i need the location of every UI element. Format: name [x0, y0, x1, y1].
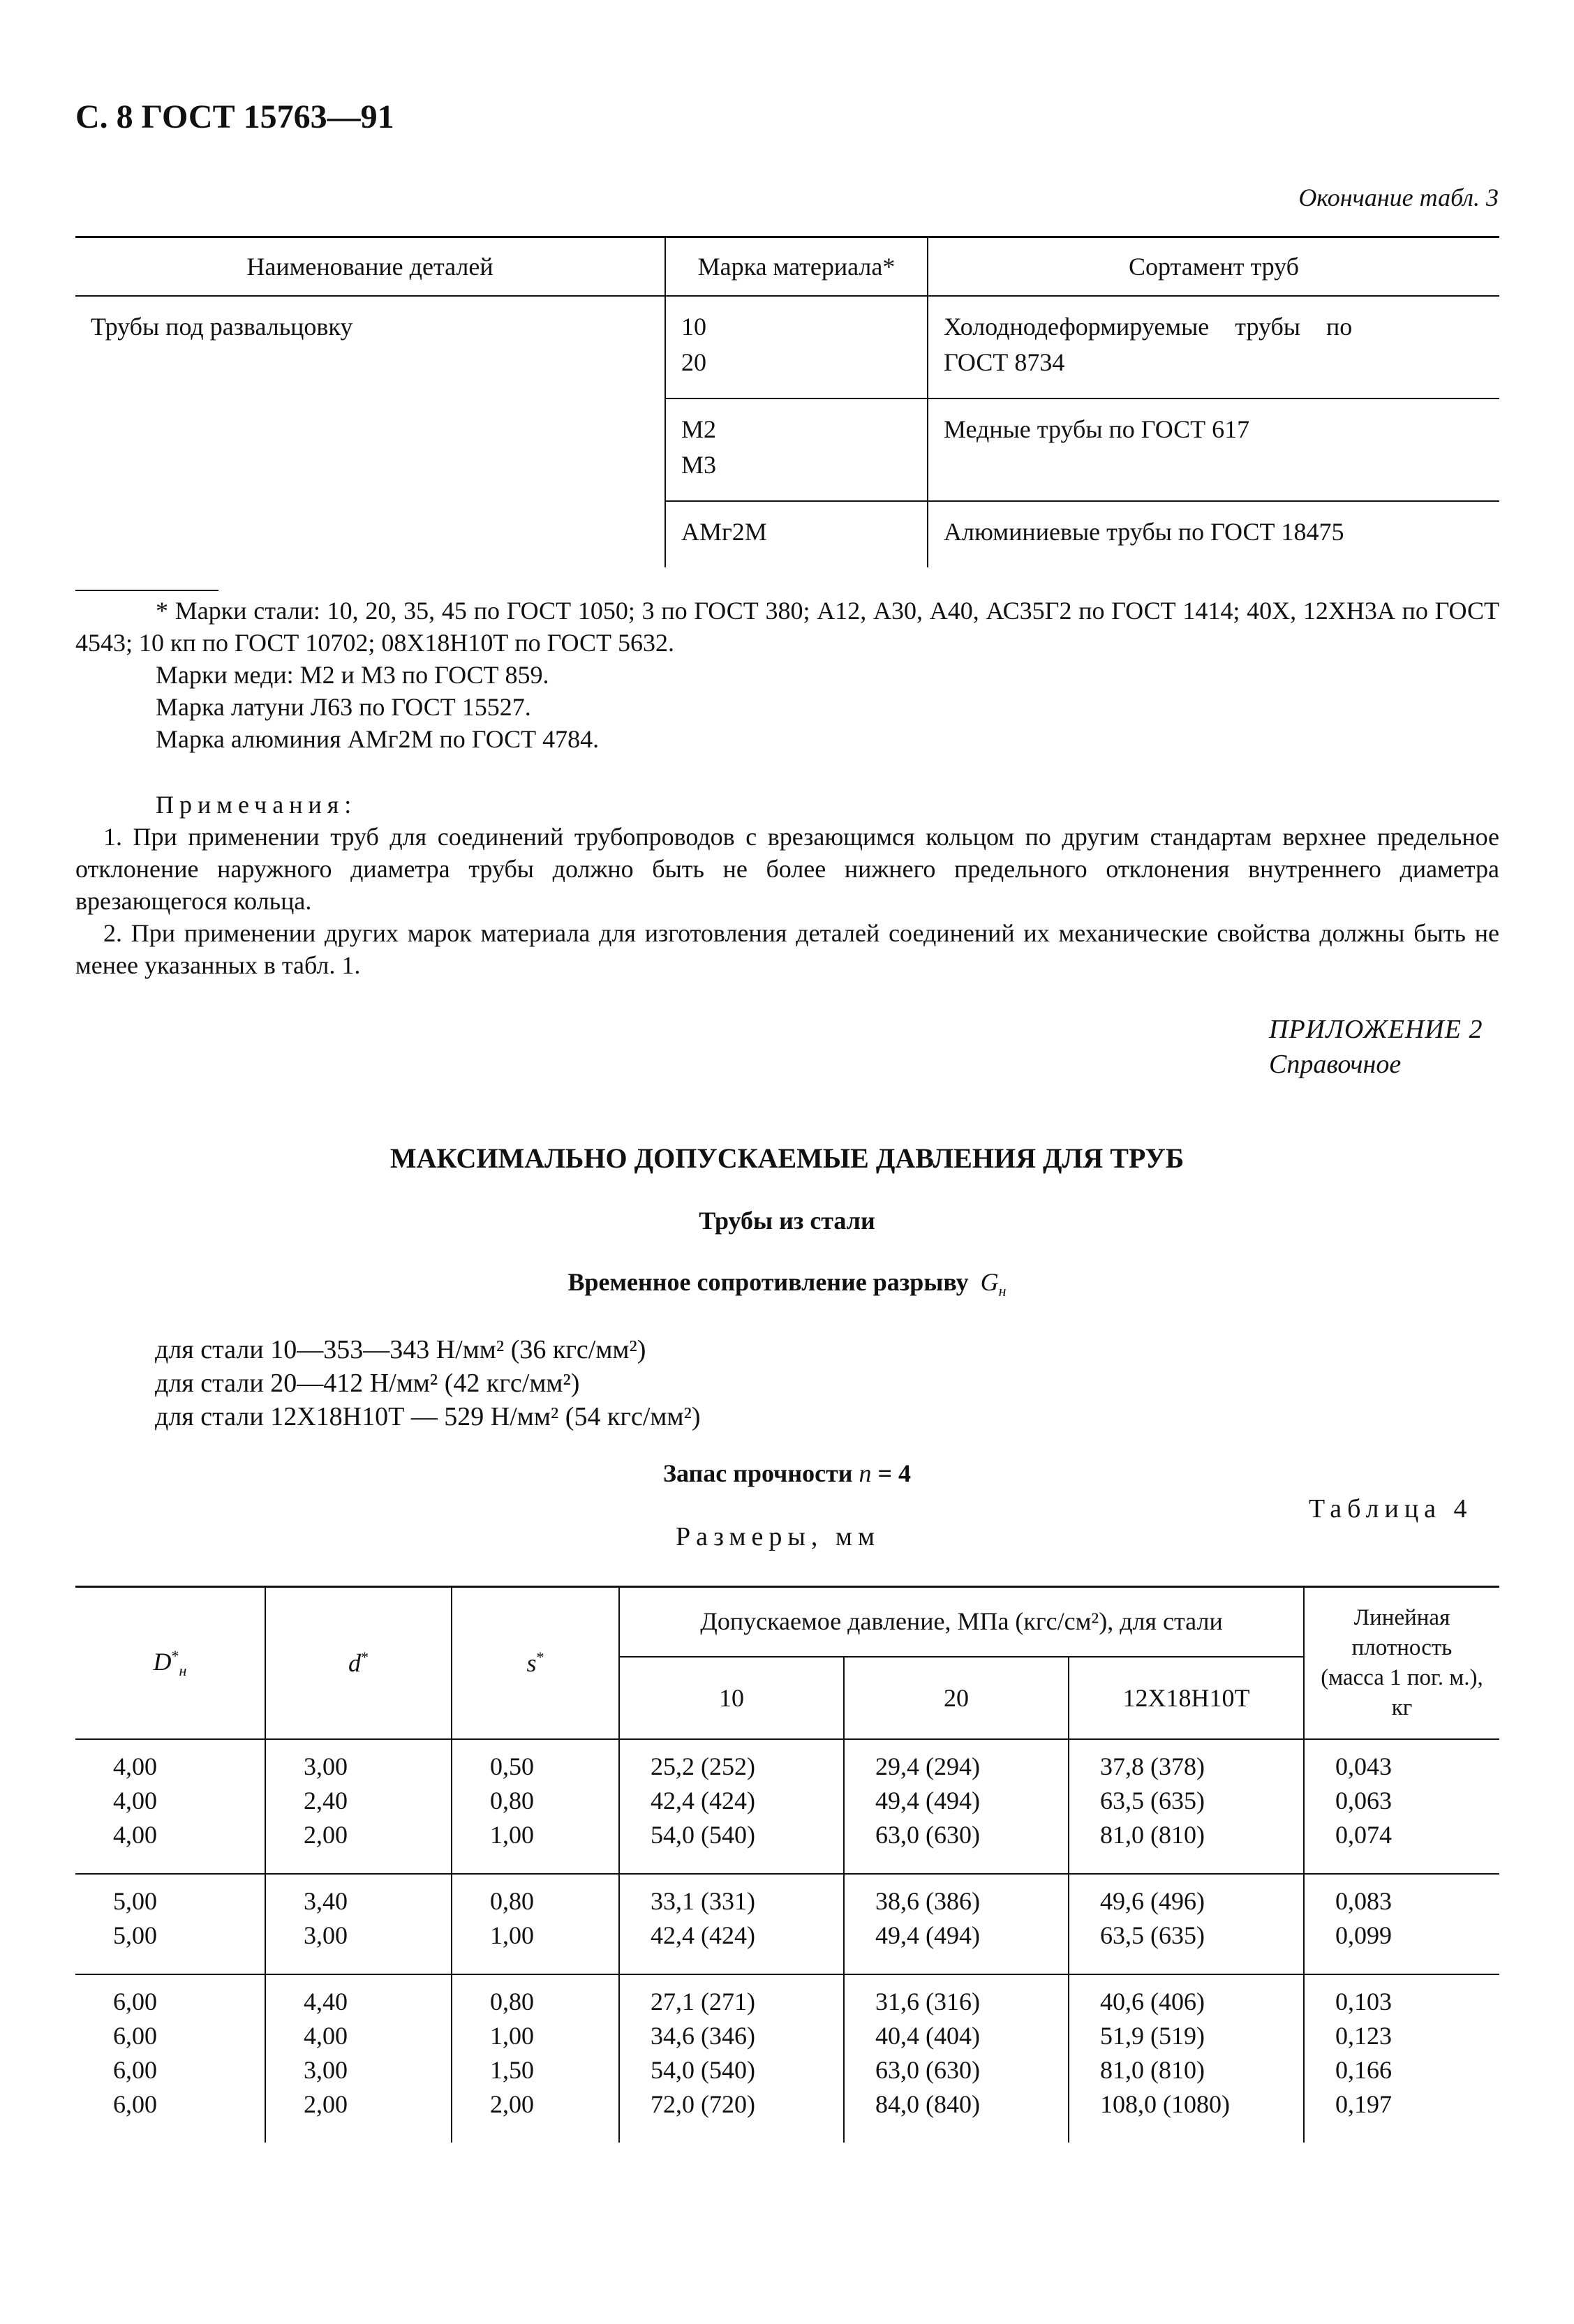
- value: 3,00: [304, 1921, 348, 1949]
- value: 0,50: [490, 1752, 534, 1780]
- table4-group: [75, 1874, 1499, 1974]
- p20-cell: [844, 1974, 1069, 2143]
- value: 0,074: [1335, 1821, 1392, 1849]
- material-value: М2: [681, 415, 717, 444]
- p12-cell: [1069, 1874, 1304, 1974]
- value: 81,0 (810): [1100, 2056, 1205, 2084]
- value: 6,00: [113, 1988, 157, 2016]
- page-header: С. 8 ГОСТ 15763—91: [75, 98, 394, 135]
- value: 0,123: [1335, 2022, 1392, 2050]
- value: 63,5 (635): [1100, 1921, 1205, 1949]
- value: 6,00: [113, 2056, 157, 2084]
- value: 37,8 (378): [1100, 1752, 1205, 1780]
- footnote-line: Марки меди: М2 и М3 по ГОСТ 859.: [156, 661, 549, 689]
- assortment-value: Медные трубы по ГОСТ 617: [944, 415, 1250, 444]
- value: 54,0 (540): [651, 1821, 755, 1849]
- value: 84,0 (840): [875, 2090, 980, 2118]
- p10-cell: [619, 1874, 844, 1974]
- value: 63,0 (630): [875, 2056, 980, 2084]
- assortment-value: Холоднодеформируемые трубы по: [944, 313, 1353, 341]
- table4-group: [75, 1974, 1499, 2143]
- value: 0,063: [1335, 1787, 1392, 1815]
- value: 0,80: [490, 1887, 534, 1915]
- footnote-mark: *: [361, 1648, 369, 1666]
- safety-factor-value: = 4: [877, 1459, 912, 1487]
- value: 42,4 (424): [651, 1921, 755, 1949]
- value: 3,40: [304, 1887, 348, 1915]
- col-s-letter: s: [526, 1648, 537, 1677]
- strength-symbol: [980, 1268, 1007, 1300]
- d-cell: [265, 1974, 452, 2143]
- section-title: МАКСИМАЛЬНО ДОПУСКАЕМЫЕ ДАВЛЕНИЯ ДЛЯ ТРУБ: [389, 1142, 1185, 1174]
- value: 31,6 (316): [875, 1988, 980, 2016]
- footnote-mark: *: [536, 1648, 544, 1666]
- material-value: 10: [681, 313, 706, 341]
- col-d-letter: d: [348, 1648, 361, 1677]
- s-cell: [452, 1739, 619, 1874]
- density-cell: [1304, 1739, 1499, 1874]
- appendix-block: [1269, 1012, 1483, 1082]
- value: 4,40: [304, 1988, 348, 2016]
- table3-assortment-cell: [928, 296, 1499, 398]
- value: 5,00: [113, 1921, 157, 1949]
- table-row: [75, 1739, 1499, 1874]
- s-cell: [452, 1974, 619, 2143]
- value: 63,5 (635): [1100, 1787, 1205, 1815]
- value: 42,4 (424): [651, 1787, 755, 1815]
- value: 1,00: [490, 1921, 534, 1949]
- col-density: Линейная плотность (масса 1 пог. м.), кг: [1304, 1587, 1499, 1740]
- note-item: 2. При применении других марок материала для изготовления деталей соединений их механические свойства должны быть не менее указанных в табл. 1.: [75, 919, 1499, 979]
- strength-heading-text: Временное сопротивление разрыву: [567, 1268, 969, 1296]
- value: 5,00: [113, 1887, 157, 1915]
- table4-group: [75, 1739, 1499, 1874]
- footnote-line: * Марки стали: 10, 20, 35, 45 по ГОСТ 1050; 3 по ГОСТ 380; А12, А30, А40, АС35Г2 по ГОСТ 1414; 40Х, 12ХН3А по ГОСТ 4543; 10 кп по ГОСТ 10702; 08Х18Н10Т по ГОСТ 5632.: [75, 597, 1499, 657]
- col-steel-12x18: 12Х18Н10Т: [1069, 1657, 1304, 1739]
- strength-values: [155, 1333, 701, 1433]
- value: 29,4 (294): [875, 1752, 980, 1780]
- strength-symbol-letter: G: [980, 1268, 999, 1296]
- value: 4,00: [113, 1752, 157, 1780]
- value: 0,80: [490, 1787, 534, 1815]
- dn-cell: [75, 1974, 265, 2143]
- table3-part-name: Трубы под развальцовку: [91, 313, 353, 341]
- value: 27,1 (271): [651, 1988, 755, 2016]
- footnote-mark: *: [171, 1646, 179, 1664]
- table3-material-cell: [665, 296, 928, 398]
- material-value: АМг2М: [681, 517, 767, 546]
- assortment-value: ГОСТ 8734: [944, 348, 1065, 376]
- value: 1,00: [490, 1821, 534, 1849]
- notes: [75, 789, 1499, 981]
- strength-line: для стали 10—353—343 Н/мм² (36 кгс/мм²): [155, 1335, 646, 1364]
- value: 0,197: [1335, 2090, 1392, 2118]
- d-cell: [265, 1739, 452, 1874]
- material-value: М3: [681, 450, 717, 479]
- table-row: [75, 1974, 1499, 2143]
- p12-cell: [1069, 1974, 1304, 2143]
- value: 1,50: [490, 2056, 534, 2084]
- table4-units: Размеры, мм: [676, 1522, 881, 1551]
- table3: [75, 236, 1499, 567]
- table3-header-material: Марка материала*: [665, 237, 928, 297]
- value: 34,6 (346): [651, 2022, 755, 2050]
- col-dn-sub: н: [179, 1661, 187, 1679]
- value: 0,166: [1335, 2056, 1392, 2084]
- value: 0,083: [1335, 1887, 1392, 1915]
- strength-line: для стали 20—412 Н/мм² (42 кгс/мм²): [155, 1369, 580, 1398]
- value: 49,4 (494): [875, 1787, 980, 1815]
- dn-cell: [75, 1739, 265, 1874]
- value: 4,00: [113, 1821, 157, 1849]
- value: 63,0 (630): [875, 1821, 980, 1849]
- table3-material-cell: [665, 501, 928, 567]
- value: 2,00: [490, 2090, 534, 2118]
- density-cell: [1304, 1874, 1499, 1974]
- p20-cell: [844, 1739, 1069, 1874]
- value: 0,043: [1335, 1752, 1392, 1780]
- d-cell: [265, 1874, 452, 1974]
- value: 25,2 (252): [651, 1752, 755, 1780]
- table4-label: Таблица 4: [1309, 1494, 1473, 1524]
- footnote: [75, 595, 1499, 755]
- p10-cell: [619, 1739, 844, 1874]
- col-steel-20: 20: [844, 1657, 1069, 1739]
- strength-symbol-sub: н: [998, 1282, 1007, 1300]
- value: 6,00: [113, 2090, 157, 2118]
- value: 54,0 (540): [651, 2056, 755, 2084]
- value: 2,00: [304, 1821, 348, 1849]
- appendix-type: Справочное: [1269, 1050, 1402, 1079]
- col-d: [265, 1587, 452, 1740]
- density-cell: [1304, 1974, 1499, 2143]
- p10-cell: [619, 1974, 844, 2143]
- p12-cell: [1069, 1739, 1304, 1874]
- notes-heading: Примечания:: [156, 791, 357, 819]
- table3-header-name: Наименование деталей: [75, 237, 665, 297]
- value: 38,6 (386): [875, 1887, 980, 1915]
- value: 49,6 (496): [1100, 1887, 1205, 1915]
- strength-heading: [0, 1267, 1574, 1300]
- value: 4,00: [304, 2022, 348, 2050]
- col-steel-10: 10: [619, 1657, 844, 1739]
- table3-assortment-cell: [928, 398, 1499, 501]
- material-value: 20: [681, 348, 706, 376]
- assortment-value: Алюминиевые трубы по ГОСТ 18475: [944, 517, 1344, 546]
- value: 0,80: [490, 1988, 534, 2016]
- value: 0,103: [1335, 1988, 1392, 2016]
- appendix-label: ПРИЛОЖЕНИЕ 2: [1269, 1015, 1483, 1044]
- safety-factor: [0, 1459, 1574, 1488]
- value: 3,00: [304, 1752, 348, 1780]
- safety-factor-label: Запас прочности: [662, 1459, 853, 1487]
- footnote-rule: [75, 590, 218, 591]
- section-subtitle: Трубы из стали: [699, 1207, 875, 1235]
- value: 33,1 (331): [651, 1887, 755, 1915]
- value: 40,6 (406): [1100, 1988, 1205, 2016]
- value: 108,0 (1080): [1100, 2090, 1230, 2118]
- dn-cell: [75, 1874, 265, 1974]
- value: 2,40: [304, 1787, 348, 1815]
- table4: [75, 1586, 1499, 2143]
- table3-material-cell: [665, 398, 928, 501]
- table3-assortment-cell: [928, 501, 1499, 567]
- value: 1,00: [490, 2022, 534, 2050]
- value: 81,0 (810): [1100, 1821, 1205, 1849]
- table3-caption: Окончание табл. 3: [1298, 184, 1499, 211]
- value: 51,9 (519): [1100, 2022, 1205, 2050]
- value: 72,0 (720): [651, 2090, 755, 2118]
- safety-factor-symbol: n: [859, 1459, 872, 1487]
- strength-line: для стали 12Х18Н10Т — 529 Н/мм² (54 кгс/мм²): [155, 1402, 701, 1431]
- col-dn-letter: D: [153, 1647, 172, 1676]
- col-dn: [75, 1587, 265, 1740]
- value: 6,00: [113, 2022, 157, 2050]
- value: 2,00: [304, 2090, 348, 2118]
- footnote-line: Марка латуни Л63 по ГОСТ 15527.: [156, 693, 531, 721]
- s-cell: [452, 1874, 619, 1974]
- p20-cell: [844, 1874, 1069, 1974]
- col-s: [452, 1587, 619, 1740]
- note-item: 1. При применении труб для соединений трубопроводов с врезающимся кольцом по другим стандартам верхнее предельное отклонение наружного диаметра трубы должно быть не более нижнего предельного отклонения внутреннего диаметра врезающегося кольца.: [75, 823, 1499, 915]
- value: 40,4 (404): [875, 2022, 980, 2050]
- value: 3,00: [304, 2056, 348, 2084]
- value: 0,099: [1335, 1921, 1392, 1949]
- col-pressure: Допускаемое давление, МПа (кгс/см²), для стали: [619, 1587, 1304, 1658]
- value: 4,00: [113, 1787, 157, 1815]
- table3-header-assortment: Сортамент труб: [928, 237, 1499, 297]
- footnote-line: Марка алюминия АМг2М по ГОСТ 4784.: [156, 725, 600, 753]
- value: 49,4 (494): [875, 1921, 980, 1949]
- table-row: [75, 1874, 1499, 1974]
